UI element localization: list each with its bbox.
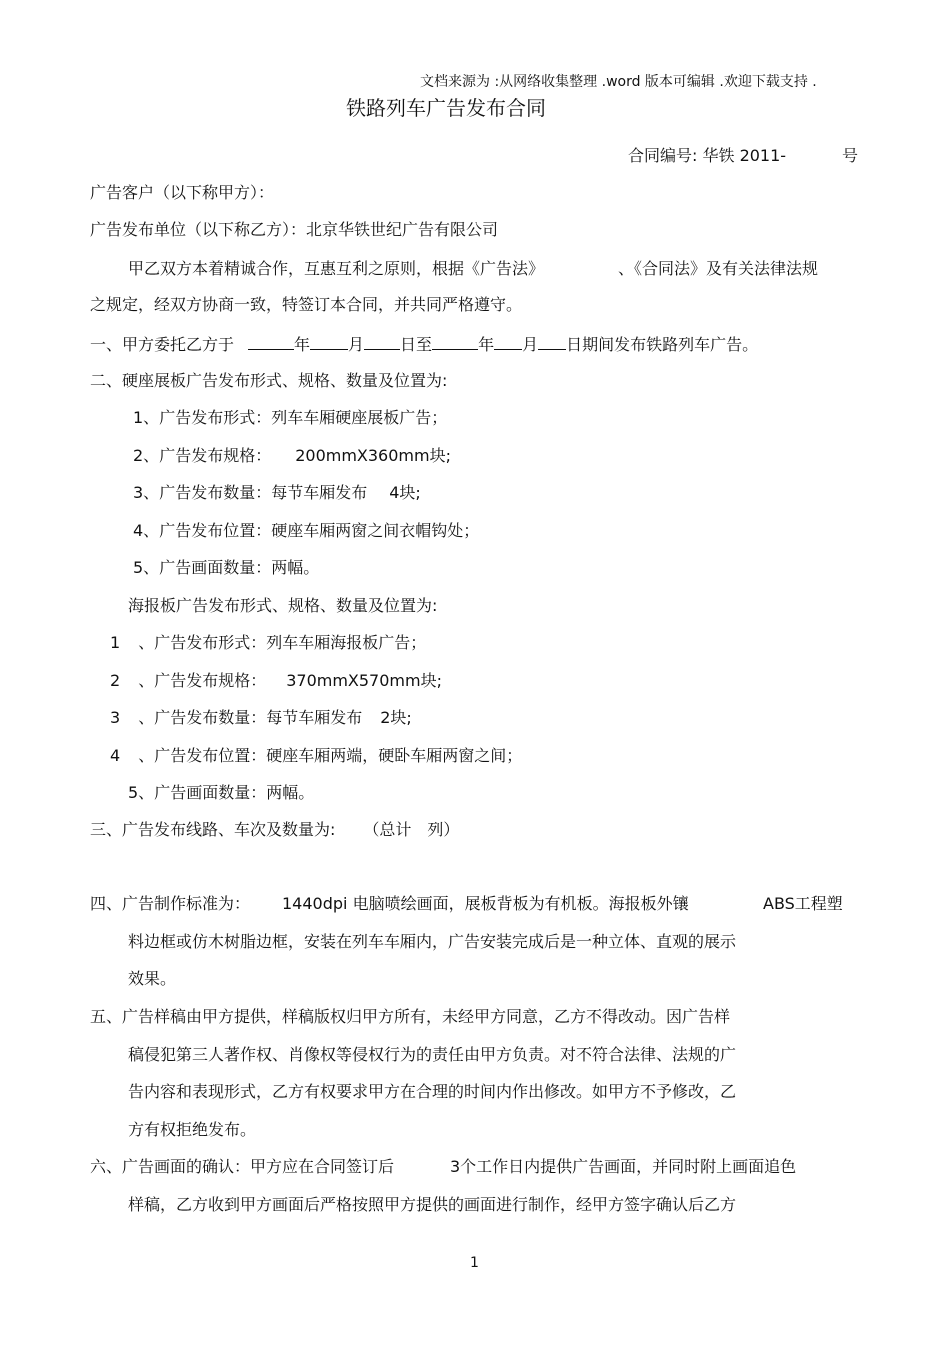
intro-line-2: 之规定，经双方协商一致，特签订本合同，并共同严格遵守。 xyxy=(90,295,523,314)
clause-3-unit: 列） xyxy=(427,820,460,839)
day-1-label: 日至 xyxy=(400,335,433,354)
clause-4-line-1c: ABS工程塑 xyxy=(763,894,843,913)
clause-4-line-3: 效果。 xyxy=(128,969,177,988)
item-tail: 块; xyxy=(429,446,451,465)
party-a: 广告客户（以下称甲方）： xyxy=(90,183,275,202)
item-spec: 200mmX360mm xyxy=(295,446,430,465)
intro-line-1a: 甲乙双方本着精诚合作，互惠互利之原则，根据《广告法》 xyxy=(128,259,545,278)
item-spec: 370mmX570mm xyxy=(286,671,421,690)
item-tail: 块; xyxy=(399,483,421,502)
item-text: 广告发布位置：硬座车厢两窗之间衣帽钩处； xyxy=(159,521,480,540)
clause-5-line-1: 五、广告样稿由甲方提供，样稿版权归甲方所有，未经甲方同意，乙方不得改动。因广告样 xyxy=(90,1007,731,1026)
item-text: 、广告发布规格： xyxy=(138,671,267,690)
hard-seat-item-3 xyxy=(133,483,421,503)
clause-2-heading: 二、硬座展板广告发布形式、规格、数量及位置为: xyxy=(90,371,448,390)
item-number: 1、 xyxy=(133,408,160,427)
page-number: 1 xyxy=(470,1255,479,1271)
item-text: 广告发布形式：列车车厢硬座展板广告； xyxy=(159,408,448,427)
item-number: 5、 xyxy=(133,558,160,577)
clause-6-line-1b: 3个工作日内提供广告画面，并同时附上画面追色 xyxy=(450,1157,797,1176)
month-1-label: 月 xyxy=(348,335,365,354)
item-tail: 块; xyxy=(420,671,442,690)
hard-seat-item-4 xyxy=(133,521,479,541)
clause-4-line-2: 料边框或仿木树脂边框，安装在列车车厢内，广告安装完成后是一种立体、直观的展示 xyxy=(128,932,737,951)
item-text: 、广告发布位置：硬座车厢两端，硬卧车厢两窗之间； xyxy=(138,746,523,765)
start-day-blank[interactable] xyxy=(364,333,400,350)
year-1-label: 年 xyxy=(294,335,311,354)
clause-6-line-1a: 六、广告画面的确认：甲方应在合同签订后 xyxy=(90,1157,395,1176)
clause-3-text: 三、广告发布线路、车次及数量为: xyxy=(90,820,336,839)
end-day-blank[interactable] xyxy=(538,333,566,350)
poster-item-2 xyxy=(110,671,442,691)
end-month-blank[interactable] xyxy=(494,333,522,350)
poster-item-5 xyxy=(128,783,314,803)
item-qty: 2 xyxy=(380,708,391,727)
item-number: 2 xyxy=(110,671,121,690)
item-text: 广告画面数量：两幅。 xyxy=(159,558,320,577)
month-2-label: 月 xyxy=(522,335,539,354)
start-year-blank[interactable] xyxy=(248,333,294,350)
clause-6-line-2: 样稿，乙方收到甲方画面后严格按照甲方提供的画面进行制作，经甲方签字确认后乙方 xyxy=(128,1195,737,1214)
party-b: 广告发布单位（以下称乙方）：北京华铁世纪广告有限公司 xyxy=(90,220,499,239)
clause-3 xyxy=(90,820,459,840)
item-number: 4 xyxy=(110,746,121,765)
clause-5-line-4: 方有权拒绝发布。 xyxy=(128,1120,257,1139)
item-number: 2、 xyxy=(133,446,160,465)
year-2-label: 年 xyxy=(478,335,495,354)
clause-1 xyxy=(90,333,758,355)
item-number: 4、 xyxy=(133,521,160,540)
item-number: 1 xyxy=(110,633,121,652)
clause-1-lead: 一、甲方委托乙方于 xyxy=(90,335,235,354)
start-month-blank[interactable] xyxy=(310,333,348,350)
clause-5-line-3: 告内容和表现形式，乙方有权要求甲方在合理的时间内作出修改。如甲方不予修改，乙 xyxy=(128,1082,737,1101)
item-text: 、广告发布数量：每节车厢发布 xyxy=(138,708,363,727)
poster-heading: 海报板广告发布形式、规格、数量及位置为: xyxy=(128,596,438,615)
hard-seat-item-5 xyxy=(133,558,319,578)
clause-3-total: （总计 xyxy=(363,820,412,839)
contract-number-suffix: 号 xyxy=(842,146,859,165)
poster-item-1 xyxy=(110,633,426,653)
clause-4-line-1a: 四、广告制作标准为： xyxy=(90,894,251,913)
item-text: 、广告发布形式：列车车厢海报板广告； xyxy=(138,633,427,652)
intro-line-1b: 、《合同法》及有关法律法规 xyxy=(618,259,819,278)
hard-seat-item-1 xyxy=(133,408,447,428)
hard-seat-item-2 xyxy=(133,446,451,466)
item-number: 5、 xyxy=(128,783,155,802)
contract-number-label: 合同编号: 华铁 2011- xyxy=(628,146,787,165)
item-number: 3、 xyxy=(133,483,160,502)
clause-5-line-2: 稿侵犯第三人著作权、肖像权等侵权行为的责任由甲方负责。对不符合法律、法规的广 xyxy=(128,1045,737,1064)
document-title: 铁路列车广告发布合同 xyxy=(346,96,546,120)
clause-4-line-1b: 1440dpi 电脑喷绘画面，展板背板为有机板。海报板外镶 xyxy=(282,894,689,913)
poster-item-4 xyxy=(110,746,522,766)
item-text: 广告发布数量：每节车厢发布 xyxy=(159,483,368,502)
item-tail: 块; xyxy=(390,708,412,727)
header-note: 文档来源为 :从网络收集整理 .word 版本可编辑 .欢迎下载支持 . xyxy=(420,74,817,90)
day-2-label: 日期间发布铁路列车广告。 xyxy=(566,335,759,354)
poster-item-3 xyxy=(110,708,412,728)
item-text: 广告画面数量：两幅。 xyxy=(154,783,315,802)
item-qty: 4 xyxy=(389,483,400,502)
item-text: 广告发布规格： xyxy=(159,446,272,465)
item-number: 3 xyxy=(110,708,121,727)
end-year-blank[interactable] xyxy=(432,333,478,350)
